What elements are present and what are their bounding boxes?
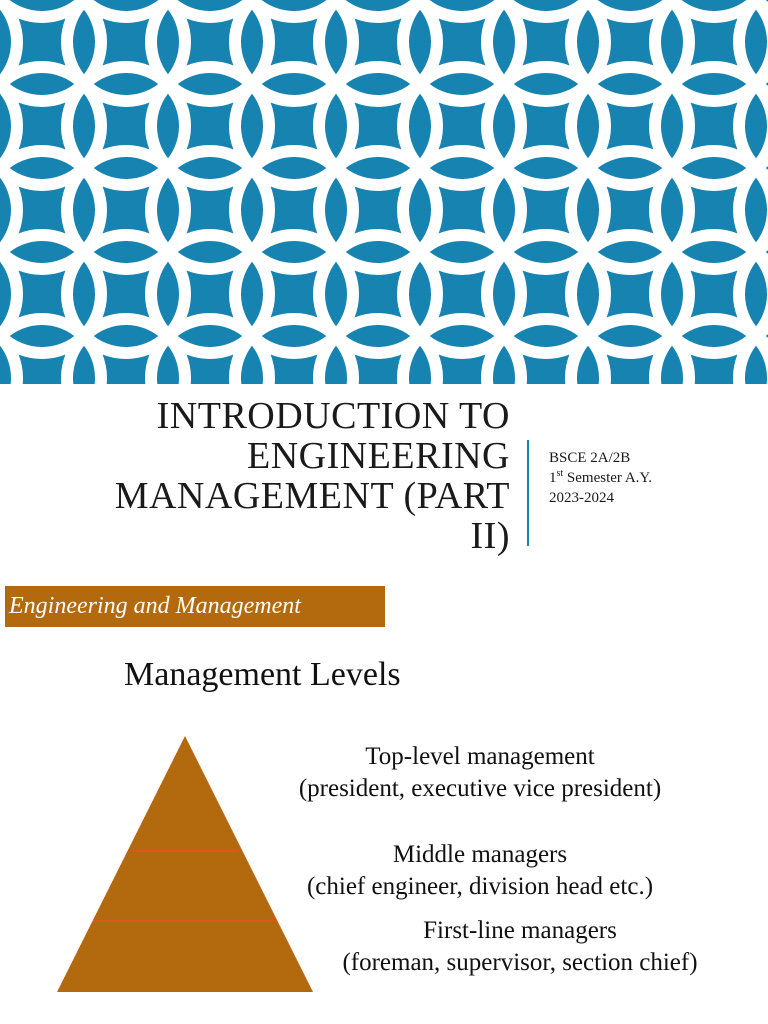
semester-ordinal: 1 — [549, 470, 557, 486]
semester-suffix: st — [556, 468, 564, 479]
course-code: BSCE 2A/2B — [549, 450, 631, 466]
course-meta — [549, 448, 652, 508]
level-middle-managers — [250, 839, 710, 903]
semester-line — [549, 468, 652, 488]
level-name: Top-level management — [365, 743, 595, 770]
decorative-ring-pattern — [0, 0, 768, 384]
section-banner: Engineering and Management — [5, 586, 385, 627]
level-first-line-managers — [290, 915, 750, 979]
level-top-management — [250, 741, 710, 805]
level-name: Middle managers — [392, 841, 568, 868]
title-divider — [527, 440, 529, 546]
semester-text: Semester A.Y. — [563, 470, 653, 486]
level-examples: (president, executive vice president) — [298, 775, 662, 802]
level-examples: (foreman, supervisor, section chief) — [342, 949, 698, 976]
title-line: MANAGEMENT (PART — [114, 475, 510, 517]
level-examples: (chief engineer, division head etc.) — [306, 873, 654, 900]
academic-year: 2023-2024 — [549, 490, 614, 506]
presentation-title — [40, 396, 510, 556]
level-name: First-line managers — [423, 917, 617, 944]
section-heading: Management Levels — [124, 656, 401, 693]
title-line: ENGINEERING — [246, 435, 510, 477]
title-line: II) — [470, 515, 510, 557]
title-line: INTRODUCTION TO — [156, 395, 510, 437]
